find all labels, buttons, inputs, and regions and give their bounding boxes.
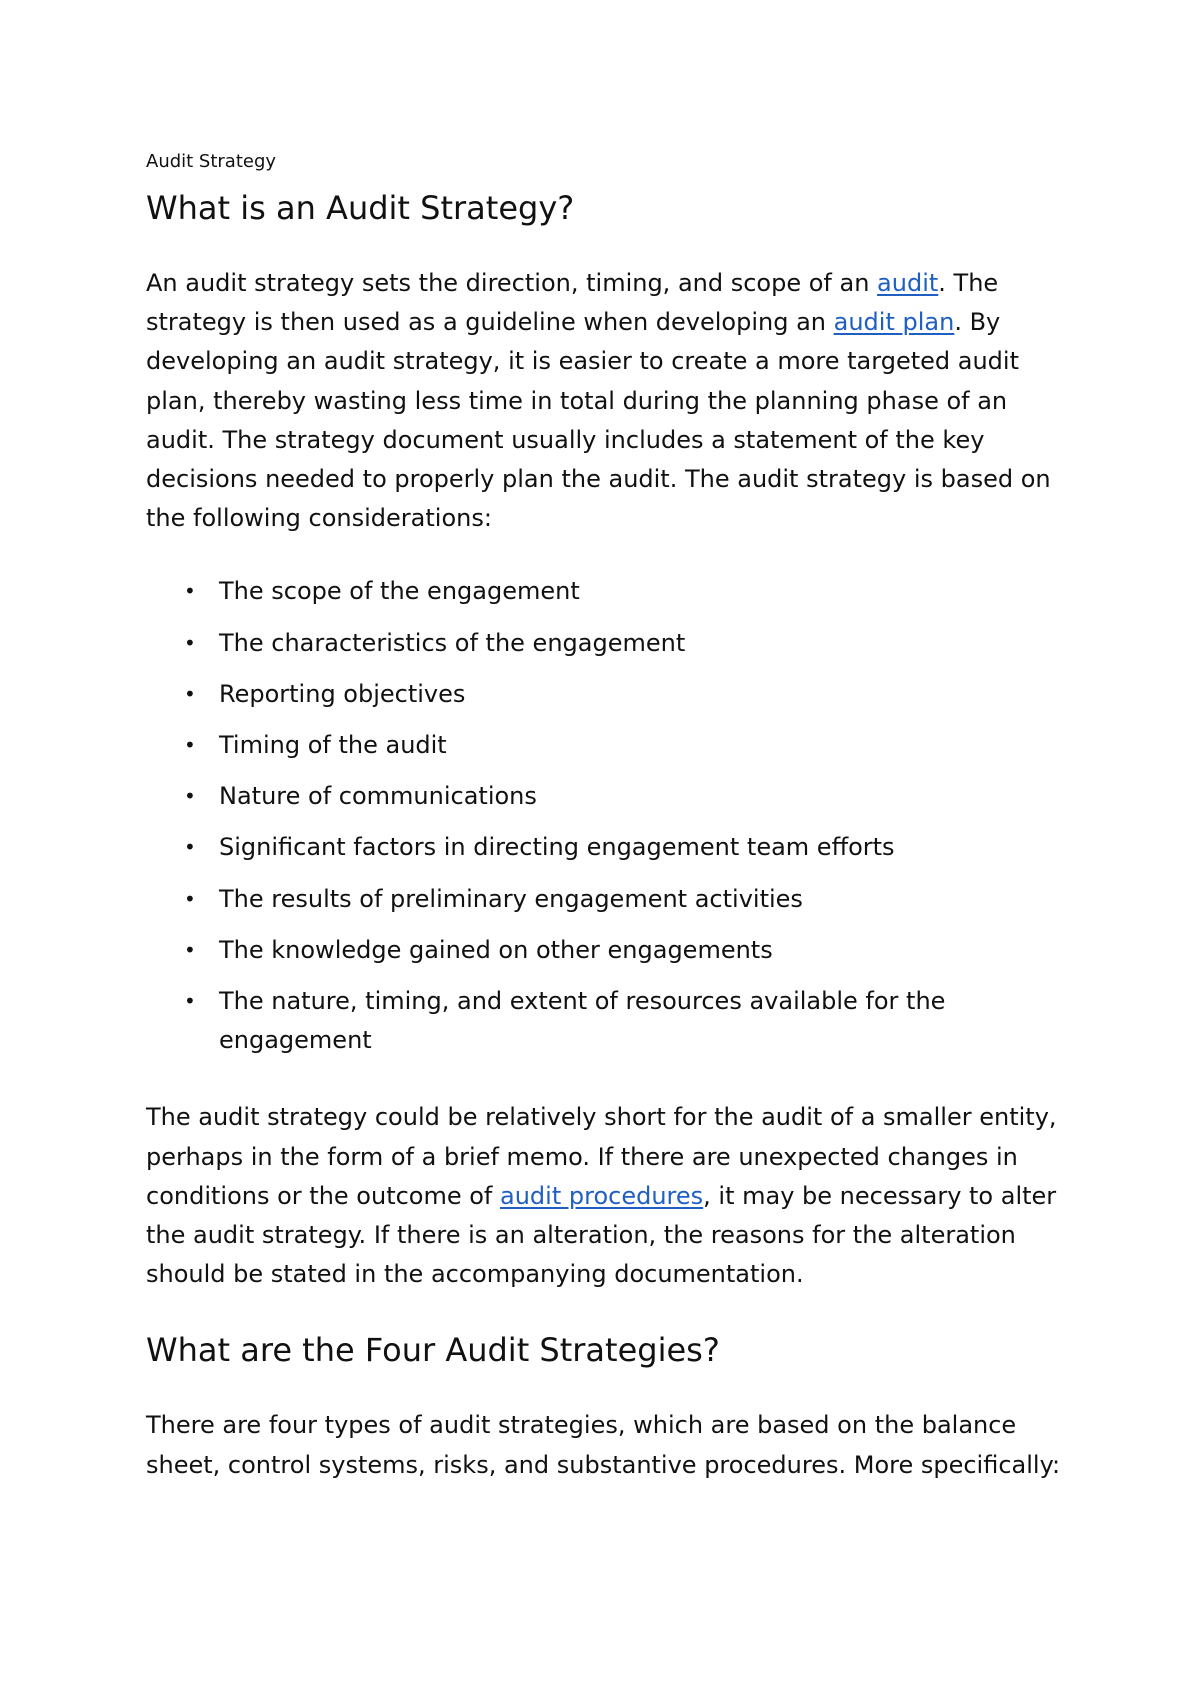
bullet-icon: • xyxy=(184,937,196,962)
bullet-icon: • xyxy=(184,681,196,706)
list-item xyxy=(146,931,1076,970)
list-item xyxy=(146,777,1076,816)
intro-text-3: . By developing an audit strategy, it is easier to create a more targeted audit plan, thereby wasting less time in total during the planning phase of an audit. The strategy document usually includes a statement of the key decisions needed to properly plan the audit. The audit strategy is based on the following considerations: xyxy=(146,308,1051,533)
section-heading-four-audit-strategies: What are the Four Audit Strategies? xyxy=(146,1331,720,1370)
bullet-icon: • xyxy=(184,733,196,758)
list-item xyxy=(146,572,1076,611)
list-item-text: The results of preliminary engagement activities xyxy=(219,884,803,913)
bullet-icon: • xyxy=(184,784,196,809)
considerations-list xyxy=(146,572,1076,1060)
bullet-icon: • xyxy=(184,579,196,604)
intro-paragraph xyxy=(146,264,1076,538)
bullet-icon: • xyxy=(184,989,196,1014)
list-item xyxy=(146,828,1076,867)
alteration-text-1: The audit strategy could be relatively short for the audit of a smaller entity, perhaps in the form of a brief memo. If there are unexpected changes in conditions or the outcome of xyxy=(146,1103,1057,1210)
list-item-text: The characteristics of the engagement xyxy=(219,628,686,657)
list-item-text: The scope of the engagement xyxy=(219,577,580,606)
list-item xyxy=(146,982,1076,1060)
bullet-icon: • xyxy=(184,630,196,655)
intro-text-1: An audit strategy sets the direction, timing, and scope of an xyxy=(146,269,878,297)
list-item-text: The knowledge gained on other engagements xyxy=(219,935,773,964)
list-item xyxy=(146,624,1076,663)
list-item-text: Nature of communications xyxy=(219,782,537,811)
bullet-icon: • xyxy=(184,886,196,911)
document-page xyxy=(146,150,1076,1485)
four-strategies-paragraph: There are four types of audit strategies, which are based on the balance sheet, control systems, risks, and substantive procedures. More specifically: xyxy=(146,1411,1061,1479)
list-item-text: The nature, timing, and extent of resources available for the engagement xyxy=(219,987,946,1055)
alteration-text-2: , it may be necessary to alter the audit strategy. If there is an alteration, the reasons for the alteration should be stated in the accompanying documentation. xyxy=(146,1181,1057,1289)
document-header: Audit Strategy xyxy=(146,151,277,172)
list-item xyxy=(146,880,1076,919)
list-item xyxy=(146,675,1076,714)
alteration-paragraph xyxy=(146,1098,1076,1294)
list-item-text: Significant factors in directing engagement team efforts xyxy=(219,833,895,862)
list-item-text: Timing of the audit xyxy=(219,731,447,760)
section-heading-what-is-audit-strategy: What is an Audit Strategy? xyxy=(146,189,575,227)
audit-link[interactable]: audit xyxy=(877,269,939,297)
intro-text-2: . The strategy is then used as a guideline when developing an xyxy=(146,269,999,337)
list-item-text: Reporting objectives xyxy=(219,679,466,708)
list-item xyxy=(146,726,1076,765)
audit-plan-link[interactable]: audit plan xyxy=(833,308,955,337)
bullet-icon: • xyxy=(184,835,196,860)
audit-procedures-link[interactable]: audit procedures xyxy=(500,1181,704,1210)
